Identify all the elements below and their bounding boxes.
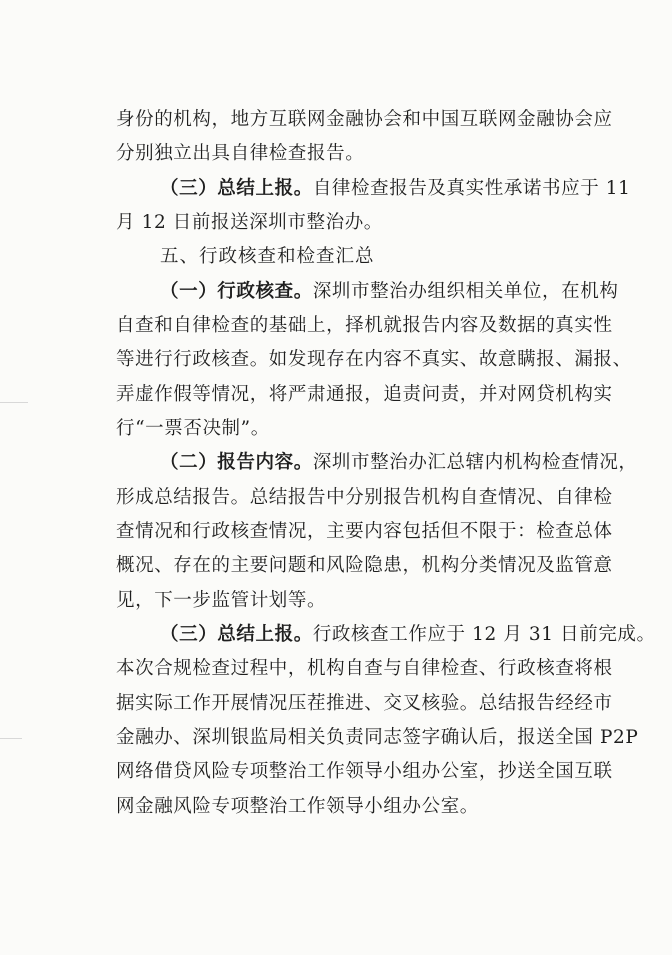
scan-mark (0, 738, 22, 739)
section-text: 自律检查报告及真实性承诺书应于 11 (312, 178, 631, 199)
body-line: 据实际工作开展情况压茬推进、交叉核验。总结报告经经市 (116, 693, 613, 714)
section-text: 深圳市整治办组织相关单位，在机构 (312, 281, 619, 302)
section-heading: 五、行政核查和检查汇总 (160, 246, 375, 267)
body-line: 弄虚作假等情况，将严肃通报，追责问责，并对网贷机构实 (116, 384, 613, 405)
body-line: 身份的机构，地方互联网金融协会和中国互联网金融协会应 (116, 109, 613, 130)
scan-mark (0, 402, 28, 403)
section-line (160, 624, 656, 646)
body-line: 自查和自律检查的基础上，择机就报告内容及数据的真实性 (116, 315, 613, 336)
body-line: 等进行行政核查。如发现存在内容不真实、故意瞒报、漏报、 (116, 349, 632, 370)
section-text: 行政核查工作应于 12 月 31 日前完成。 (312, 624, 656, 645)
body-line: 月 12 日前报送深圳市整治办。 (116, 212, 383, 233)
body-line: 网络借贷风险专项整治工作领导小组办公室，抄送全国互联 (116, 761, 613, 782)
section-line (160, 178, 631, 200)
body-line: 见，下一步监管计划等。 (116, 590, 327, 611)
body-line: 概况、存在的主要问题和风险隐患，机构分类情况及监管意 (116, 555, 613, 576)
body-line: 分别独立出具自律检查报告。 (116, 143, 365, 164)
body-line: 行“一票否决制”。 (116, 418, 270, 439)
section-text: 深圳市整治办汇总辖内机构检查情况， (312, 452, 638, 473)
body-line: 形成总结报告。总结报告中分别报告机构自查情况、自律检 (116, 487, 613, 508)
section-lead: （一）行政核查。 (160, 281, 313, 302)
section-lead: （三）总结上报。 (160, 624, 313, 645)
section-line (160, 452, 638, 474)
section-lead: （三）总结上报。 (160, 178, 313, 199)
section-line (160, 281, 618, 303)
body-line: 本次合规检查过程中，机构自查与自律检查、行政核查将根 (116, 658, 613, 679)
section-lead: （二）报告内容。 (160, 452, 313, 473)
body-line: 网金融风险专项整治工作领导小组办公室。 (116, 796, 479, 817)
body-line: 查情况和行政核查情况，主要内容包括但不限于：检查总体 (116, 521, 613, 542)
body-line: 金融办、深圳银监局相关负责同志签字确认后，报送全国 P2P (116, 727, 639, 748)
